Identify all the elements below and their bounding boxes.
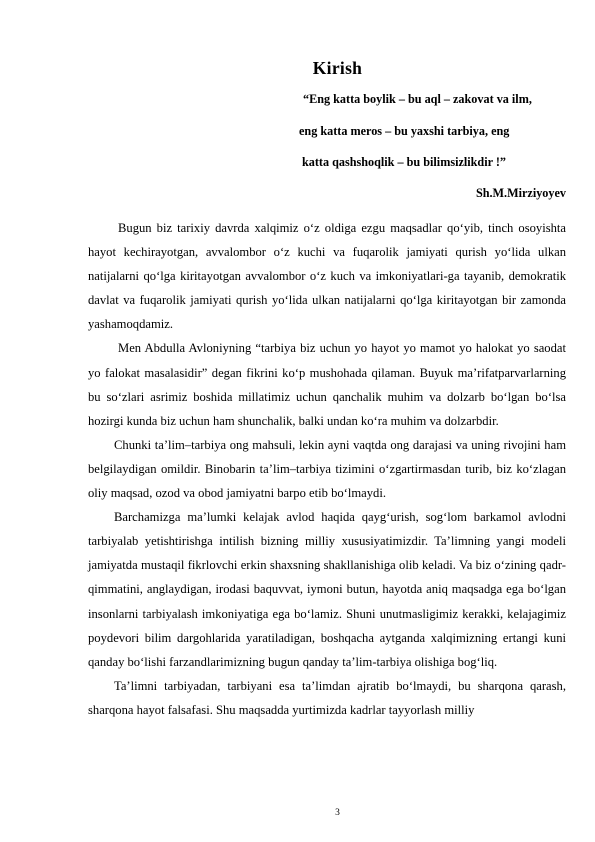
page-title: Kirish	[312, 58, 363, 78]
paragraph-5: Ta’limni tarbiyadan, tarbiyani esa ta’limdan ajratib bo‘lmaydi, bu sharqona qarash, sharqona hayot falsafasi. Shu maqsadda yurtimizda kadrlar tayyorlash milliy	[88, 678, 566, 717]
epigraph-line-3: katta qashshoqlik – bu bilimsizlikdir !”	[302, 155, 506, 169]
epigraph-author: Sh.M.Mirziyoyev	[475, 186, 566, 200]
page-number: 3	[335, 808, 340, 818]
epigraph-line-1: “Eng katta boylik – bu aql – zakovat va ilm,	[303, 92, 532, 106]
epigraph-line-2: eng katta meros – bu yaxshi tarbiya, eng	[299, 124, 510, 138]
paragraph-4: Barchamizga ma’lumki kelajak avlod haqida qayg‘urish, sog‘lom barkamol avlodni tarbiyalab yetishtirishga intilish bizning milliy xususiyatimizdir. Ta’limning yangi modeli jamiyatda mustaqil fikrlovchi erkin shaxsning shakllanishiga olib keladi. Va biz o‘zining qadr-qimmatini, anglaydigan, irodasi baquvvat, iymoni butun, hayotda aniq maqsadga ega bo‘lgan insonlarni tarbiyalash imkoniyatiga ega bo‘lamiz. Shuni unutmasligimiz kerakki, kelajagimiz poydevori bilim dargohlarida yaratiladigan, boshqacha aytganda xalqimizning ertangi kuni qanday bo‘lishi farzandlarimizning bugun qanday ta’lim-tarbiya olishiga bog‘liq.	[88, 510, 566, 669]
paragraph-2: Men Abdulla Avloniyning “tarbiya biz uchun yo hayot yo mamot yo halokat yo saodat yo falokat masalasidir” degan fikrini ko‘p mushohada qilaman. Buyuk ma’rifatparvarlarning bu so‘zlari asrimiz boshida millatimiz uchun qanchalik muhim va dolzarb bo‘lgan bo‘lsa hozirgi kunda biz uchun ham shunchalik, balki undan ko‘ra muhim va dolzarbdir.	[88, 341, 566, 428]
paragraph-3: Chunki ta’lim–tarbiya ong mahsuli, lekin ayni vaqtda ong darajasi va uning rivojini ham belgilaydigan omildir. Binobarin ta’lim–tarbiya tizimini o‘zgartirmasdan turib, biz ko‘zlagan oliy maqsad, ozod va obod jamiyatni barpo etib bo‘lmaydi.	[88, 437, 566, 501]
body-text	[88, 216, 566, 722]
paragraph-1: Bugun biz tarixiy davrda xalqimiz o‘z oldiga ezgu maqsadlar qo‘yib, tinch osoyishta hayot kechirayotgan, avvalombor o‘z kuchi va fuqarolik jamiyati qurish yo‘lida ulkan natijalarni qo‘lga kiritayotgan avvalombor o‘z kuch va imkoniyatlari-ga tayanib, demokratik davlat va fuqarolik jamiyati qurish yo‘lida ulkan natijalarni qo‘lga kiritayotgan bir zamonda yashamoqdamiz.	[88, 221, 566, 332]
